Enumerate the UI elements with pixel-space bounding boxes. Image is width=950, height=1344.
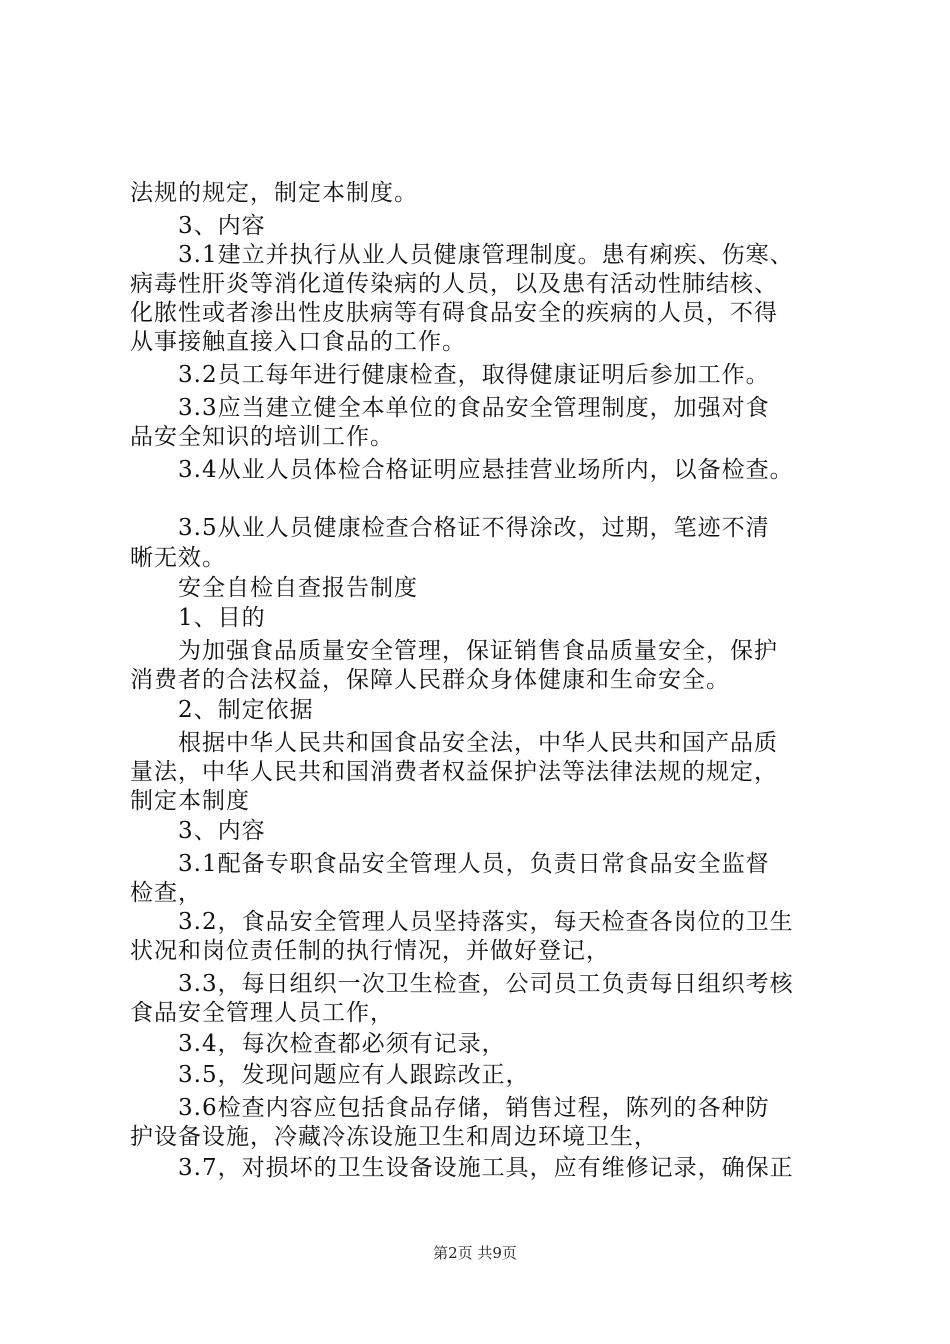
text-line: 3.2员工每年进行健康检查，取得健康证明后参加工作。: [178, 362, 770, 388]
text-line: 3.3，每日组织一次卫生检查，公司员工负责每日组织考核: [178, 971, 794, 997]
page-number: 第2页 共9页: [433, 1244, 517, 1262]
text-line: 3.1配备专职食品安全管理人员，负责日常食品安全监督: [178, 851, 770, 877]
text-line: 2、制定依据: [178, 697, 314, 723]
text-line: 3、内容: [178, 818, 266, 844]
text-line: 法规的规定，制定本制度。: [130, 180, 418, 206]
text-line: 制定本制度: [130, 788, 250, 814]
text-line: 为加强食品质量安全管理，保证销售食品质量安全，保护: [178, 638, 778, 664]
text-line: 护设备设施，冷藏冷冻设施卫生和周边环境卫生，: [130, 1124, 658, 1150]
text-line: 化脓性或者渗出性皮肤病等有碍食品安全的疾病的人员，不得: [130, 300, 778, 326]
text-line: 3.7，对损坏的卫生设备设施工具，应有维修记录，确保正: [178, 1155, 794, 1181]
text-line: 从事接触直接入口食品的工作。: [130, 329, 466, 355]
text-line: 3.4，每次检查都必须有记录，: [178, 1031, 506, 1057]
text-line: 3.3应当建立健全本单位的食品安全管理制度，加强对食: [178, 395, 770, 421]
text-line: 食品安全管理人员工作，: [130, 1000, 394, 1026]
text-line: 3.2，食品安全管理人员坚持落实，每天检查各岗位的卫生: [178, 909, 794, 935]
text-line: 根据中华人民共和国食品安全法，中华人民共和国产品质: [178, 730, 778, 756]
text-line: 状况和岗位责任制的执行情况，并做好登记，: [130, 938, 610, 964]
text-line: 消费者的合法权益，保障人民群众身体健康和生命安全。: [130, 667, 730, 693]
section-heading: 安全自检自查报告制度: [178, 575, 418, 601]
text-line: 品安全知识的培训工作。: [130, 424, 394, 450]
text-line: 3.1建立并执行从业人员健康管理制度。患有痢疾、伤寒、: [178, 242, 794, 268]
text-line: 1、目的: [178, 605, 266, 631]
text-line: 3.6检查内容应包括食品存储，销售过程，陈列的各种防: [178, 1095, 770, 1121]
text-line: 3.4从业人员体检合格证明应悬挂营业场所内，以备检查。: [178, 457, 794, 483]
text-line: 3.5从业人员健康检查合格证不得涂改，过期，笔迹不清: [178, 515, 770, 541]
text-line: 病毒性肝炎等消化道传染病的人员，以及患有活动性肺结核、: [130, 271, 778, 297]
text-line: 3.5，发现问题应有人跟踪改正，: [178, 1062, 530, 1088]
text-line: 晰无效。: [130, 545, 226, 571]
text-line: 检查，: [130, 880, 202, 906]
text-line: 3、内容: [178, 213, 266, 239]
text-line: 量法，中华人民共和国消费者权益保护法等法律法规的规定，: [130, 759, 778, 785]
